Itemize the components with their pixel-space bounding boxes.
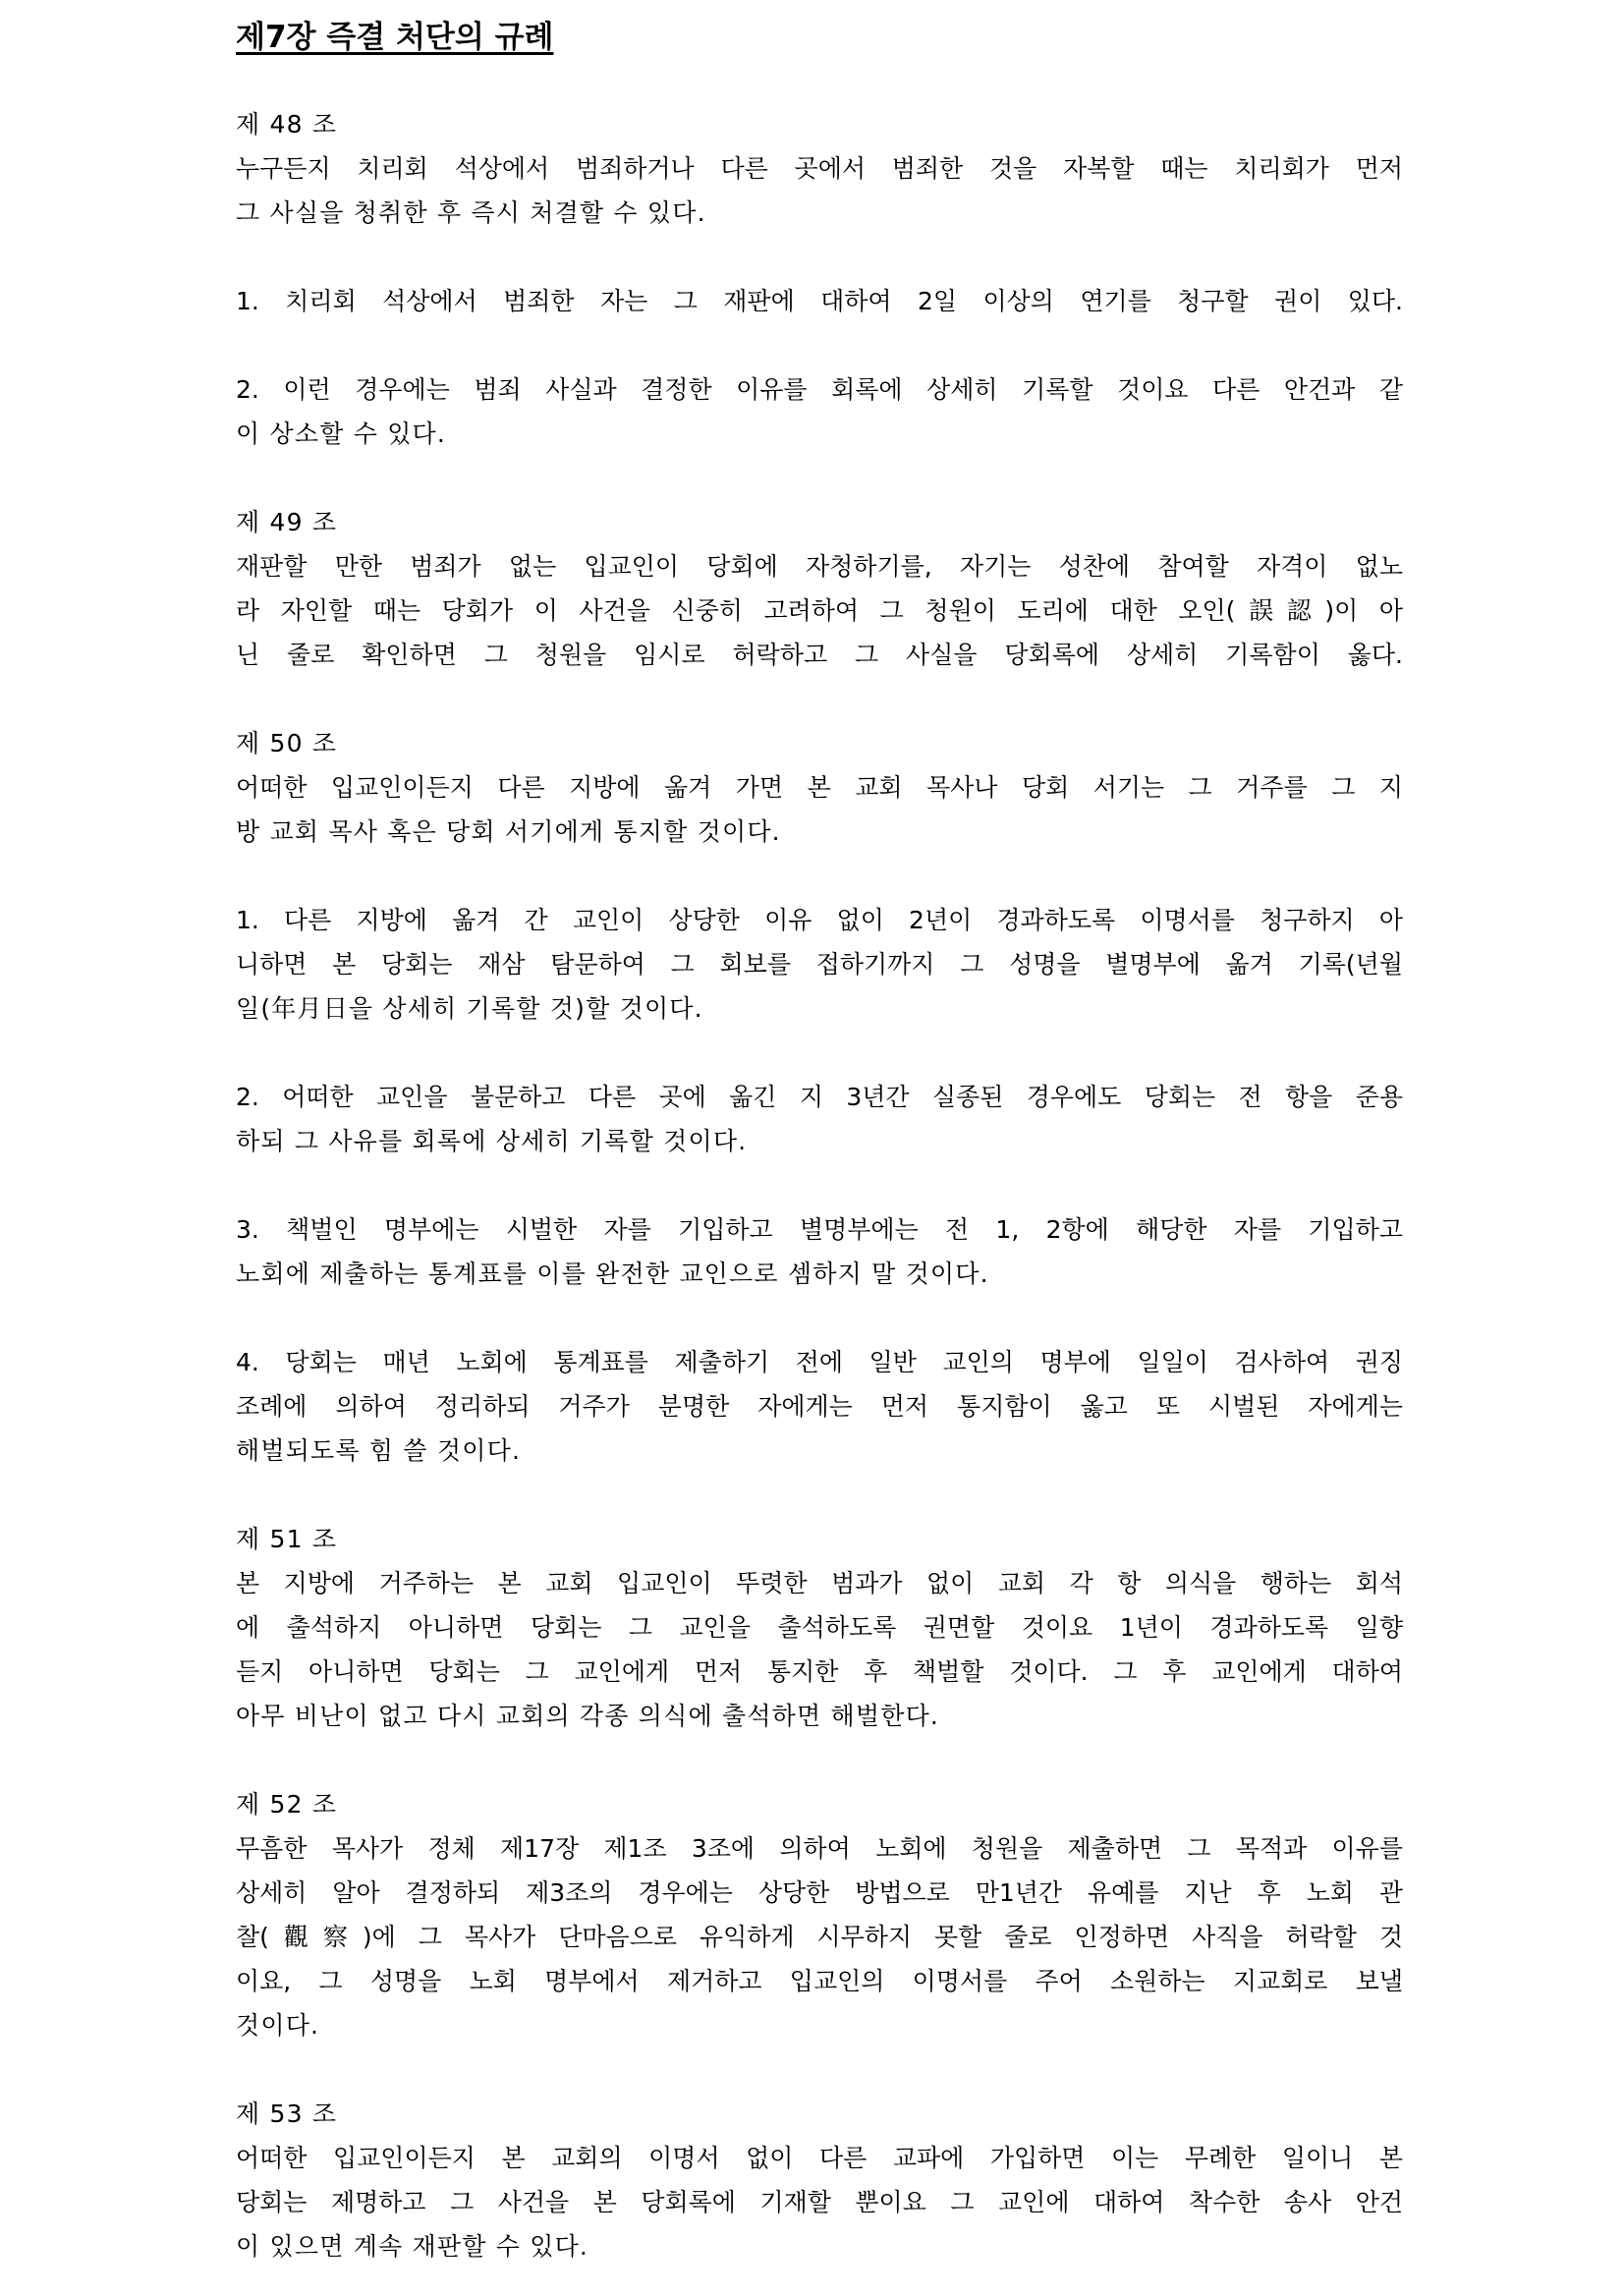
text-line: 3. 책벌인 명부에는 시벌한 자를 기입하고 별명부에는 전 1, 2항에 해당한 자를 기입하고 [236, 1215, 1403, 1244]
text-line: 아무 비난이 없고 다시 교회의 각종 의식에 출석하면 해벌한다. [236, 1702, 940, 1730]
text-line: 조례에 의하여 정리하되 거주가 분명한 자에게는 먼저 통지함이 옳고 또 시벌된 자에게는 [236, 1392, 1403, 1421]
text-line: 해벌되도록 힘 쓸 것이다. [236, 1436, 522, 1465]
text-line: 1. 치리회 석상에서 범죄한 자는 그 재판에 대하여 2일 이상의 연기를 청구할 권이 있다. [236, 287, 1403, 315]
text-line: 이요, 그 성명을 노회 명부에서 제거하고 입교인의 이명서를 주어 소원하는 지교회로 보낼 [236, 1967, 1403, 1995]
text-line: 닌 줄로 확인하면 그 청원을 임시로 허락하고 그 사실을 당회록에 상세히 기록함이 옳다. [236, 641, 1403, 669]
text-line: 본 지방에 거주하는 본 교회 입교인이 뚜렷한 범과가 없이 교회 각 항 의식을 행하는 회석 [236, 1569, 1403, 1597]
text-line: 에 출석하지 아니하면 당회는 그 교인을 출석하도록 권면할 것이요 1년이 경과하도록 일향 [236, 1613, 1403, 1642]
text-line: 방 교회 목사 혹은 당회 서기에게 통지할 것이다. [236, 817, 781, 846]
text-line: 4. 당회는 매년 노회에 통계표를 제출하기 전에 일반 교인의 명부에 일일이 검사하여 권징 [236, 1348, 1403, 1376]
article-heading: 제 53 조 [236, 2100, 338, 2128]
text-line: 2. 이런 경우에는 범죄 사실과 결정한 이유를 회록에 상세히 기록할 것이요 다른 안건과 같 [236, 375, 1403, 404]
text-line: 것이다. [236, 2011, 320, 2040]
text-line: 일(年月日을 상세히 기록할 것)할 것이다. [236, 994, 703, 1023]
text-line: 상세히 알아 결정하되 제3조의 경우에는 상당한 방법으로 만1년간 유예를 지난 후 노회 관 [236, 1878, 1403, 1907]
article-heading: 제 50 조 [236, 729, 338, 757]
text-line: 이 상소할 수 있다. [236, 420, 447, 448]
text-line: 라 자인할 때는 당회가 이 사건을 신중히 고려하여 그 청원이 도리에 대한 오인(誤認)이 아 [236, 596, 1403, 625]
text-line: 하되 그 사유를 회록에 상세히 기록할 것이다. [236, 1127, 748, 1155]
article-heading: 제 52 조 [236, 1790, 338, 1819]
text-line: 노회에 제출하는 통계표를 이를 완전한 교인으로 셈하지 말 것이다. [236, 1260, 989, 1288]
text-line: 듣지 아니하면 당회는 그 교인에게 먼저 통지한 후 책벌할 것이다. 그 후 교인에게 대하여 [236, 1657, 1403, 1686]
text-line: 2. 어떠한 교인을 불문하고 다른 곳에 옮긴 지 3년간 실종된 경우에도 당회는 전 항을 준용 [236, 1083, 1403, 1111]
article-heading: 제 51 조 [236, 1525, 338, 1553]
text-line: 찰(觀察)에 그 목사가 단마음으로 유익하게 시무하지 못할 줄로 인정하면 사직을 허락할 것 [236, 1923, 1403, 1951]
text-line: 어떠한 입교인이든지 다른 지방에 옮겨 가면 본 교회 목사나 당회 서기는 그 거주를 그 지 [236, 773, 1403, 802]
text-line: 무흠한 목사가 정체 제17장 제1조 3조에 의하여 노회에 청원을 제출하면 그 목적과 이유를 [236, 1834, 1403, 1863]
article-heading: 제 49 조 [236, 508, 338, 536]
text-line: 니하면 본 당회는 재삼 탐문하여 그 회보를 접하기까지 그 성명을 별명부에 옮겨 기록(년월 [236, 950, 1403, 979]
text-line: 당회는 제명하고 그 사건을 본 당회록에 기재할 뿐이요 그 교인에 대하여 착수한 송사 안건 [236, 2188, 1403, 2216]
text-line: 어떠한 입교인이든지 본 교회의 이명서 없이 다른 교파에 가입하면 이는 무례한 일이니 본 [236, 2144, 1403, 2172]
text-line: 그 사실을 청취한 후 즉시 처결할 수 있다. [236, 198, 706, 227]
text-line: 재판할 만한 범죄가 없는 입교인이 당회에 자청하기를, 자기는 성찬에 참여할 자격이 없노 [236, 552, 1403, 581]
text-line: 누구든지 치리회 석상에서 범죄하거나 다른 곳에서 범죄한 것을 자복할 때는 치리회가 먼저 [236, 154, 1403, 183]
text-line: 이 있으면 계속 재판할 수 있다. [236, 2232, 589, 2261]
chapter-title: 제7장 즉결 처단의 규례 [236, 20, 554, 55]
article-heading: 제 48 조 [236, 110, 338, 139]
text-line: 1. 다른 지방에 옮겨 간 교인이 상당한 이유 없이 2년이 경과하도록 이명서를 청구하지 아 [236, 906, 1403, 934]
